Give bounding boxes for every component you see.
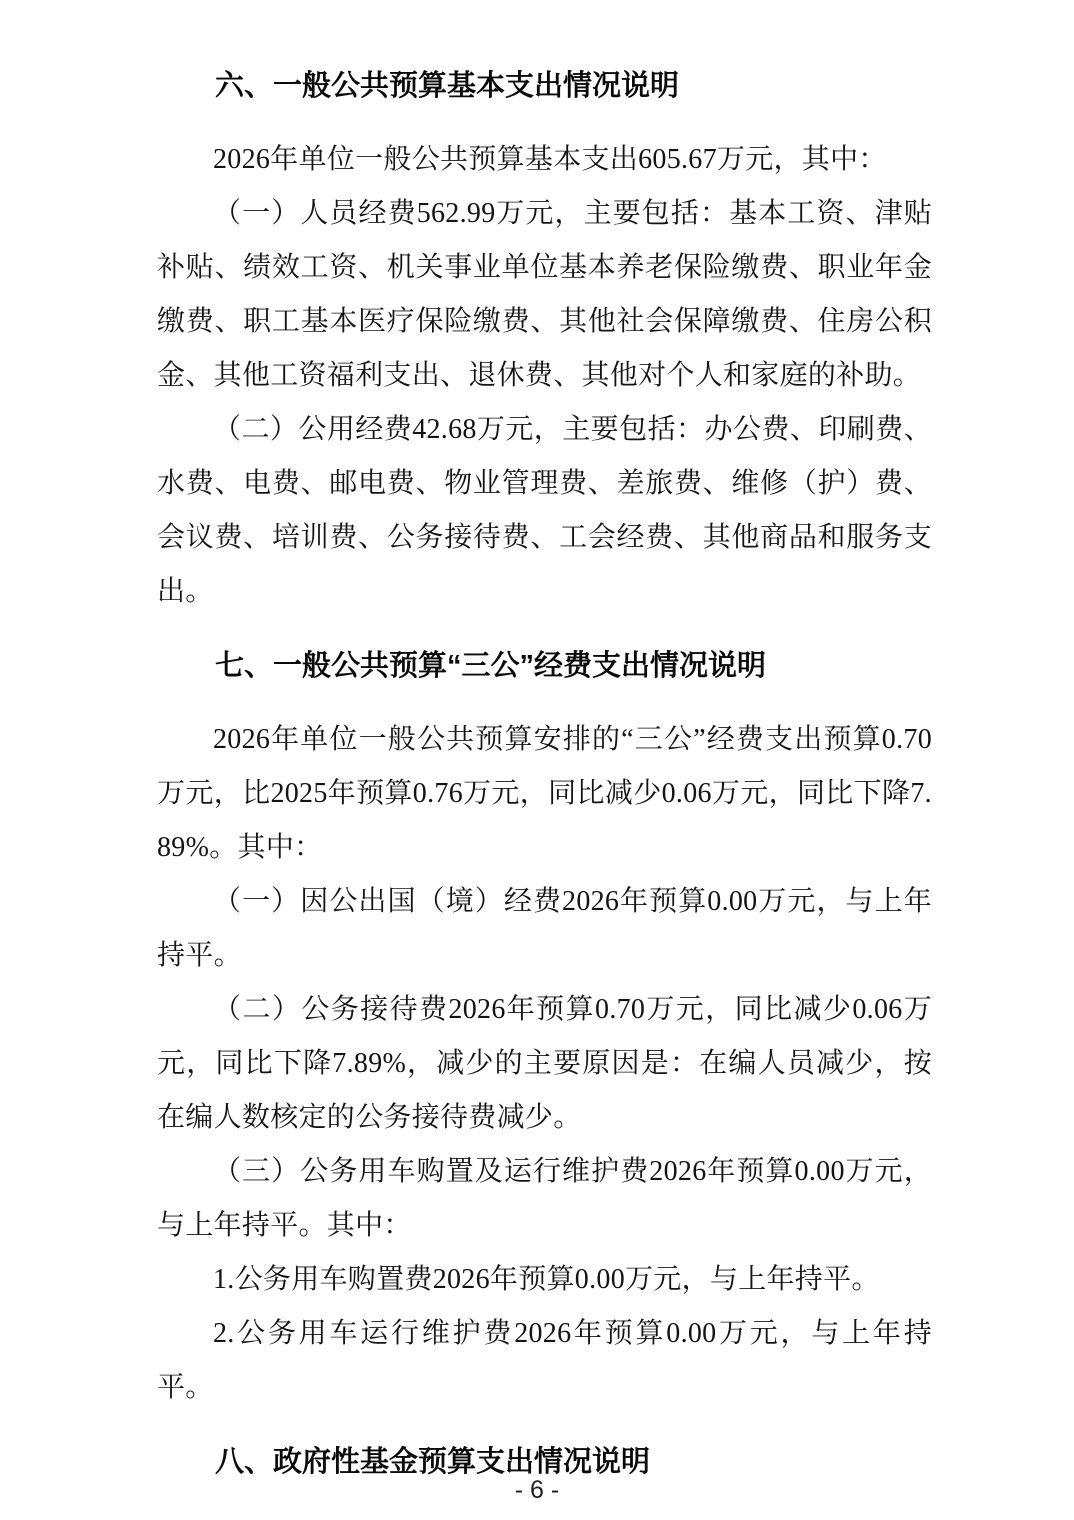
paragraph-official-vehicle-expense: （三）公务用车购置及运行维护费2026年预算0.00万元，与上年持平。其中：: [157, 1156, 932, 1241]
paragraph-vehicle-purchase-expense: 1.公务用车购置费2026年预算0.00万元，与上年持平。: [213, 1264, 880, 1295]
page-number: - 6 -: [514, 1476, 560, 1504]
paragraph-public-expenses: （二）公用经费42.68万元，主要包括：办公费、印刷费、水费、电费、邮电费、物业管理费、差旅费、维修（护）费、会议费、培训费、公务接待费、工会经费、其他商品和服务支出。: [157, 414, 932, 607]
paragraph-official-reception-expense: （二）公务接待费2026年预算0.70万元，同比减少0.06万元，同比下降7.89%，减少的主要原因是：在编人员减少，按在编人数核定的公务接待费减少。: [157, 994, 932, 1133]
paragraph-basic-expenditure-total: 2026年单位一般公共预算基本支出605.67万元，其中：: [213, 144, 887, 175]
document-content: [157, 59, 932, 1509]
paragraph-personnel-expenses: （一）人员经费562.99万元，主要包括：基本工资、津贴补贴、绩效工资、机关事业单位基本养老保险缴费、职业年金缴费、职工基本医疗保险缴费、其他社会保障缴费、住房公积金、其他工资福利支出、退休费、其他对个人和家庭的补助。: [157, 198, 932, 391]
section-heading-6-basic-expenditure: 六、一般公共预算基本支出情况说明: [215, 70, 680, 102]
section-heading-8-government-fund-budget: 八、政府性基金预算支出情况说明: [215, 1446, 651, 1478]
paragraph-three-public-total: 2026年单位一般公共预算安排的“三公”经费支出预算0.70万元，比2025年预算0.76万元，同比减少0.06万元，同比下降7.89%。其中：: [157, 724, 932, 863]
section-heading-7-three-public-funds: 七、一般公共预算“三公”经费支出情况说明: [215, 650, 767, 682]
paragraph-overseas-travel-expense: （一）因公出国（境）经费2026年预算0.00万元，与上年持平。: [157, 886, 932, 971]
paragraph-vehicle-operation-expense: 2.公务用车运行维护费2026年预算0.00万元，与上年持平。: [157, 1318, 932, 1403]
